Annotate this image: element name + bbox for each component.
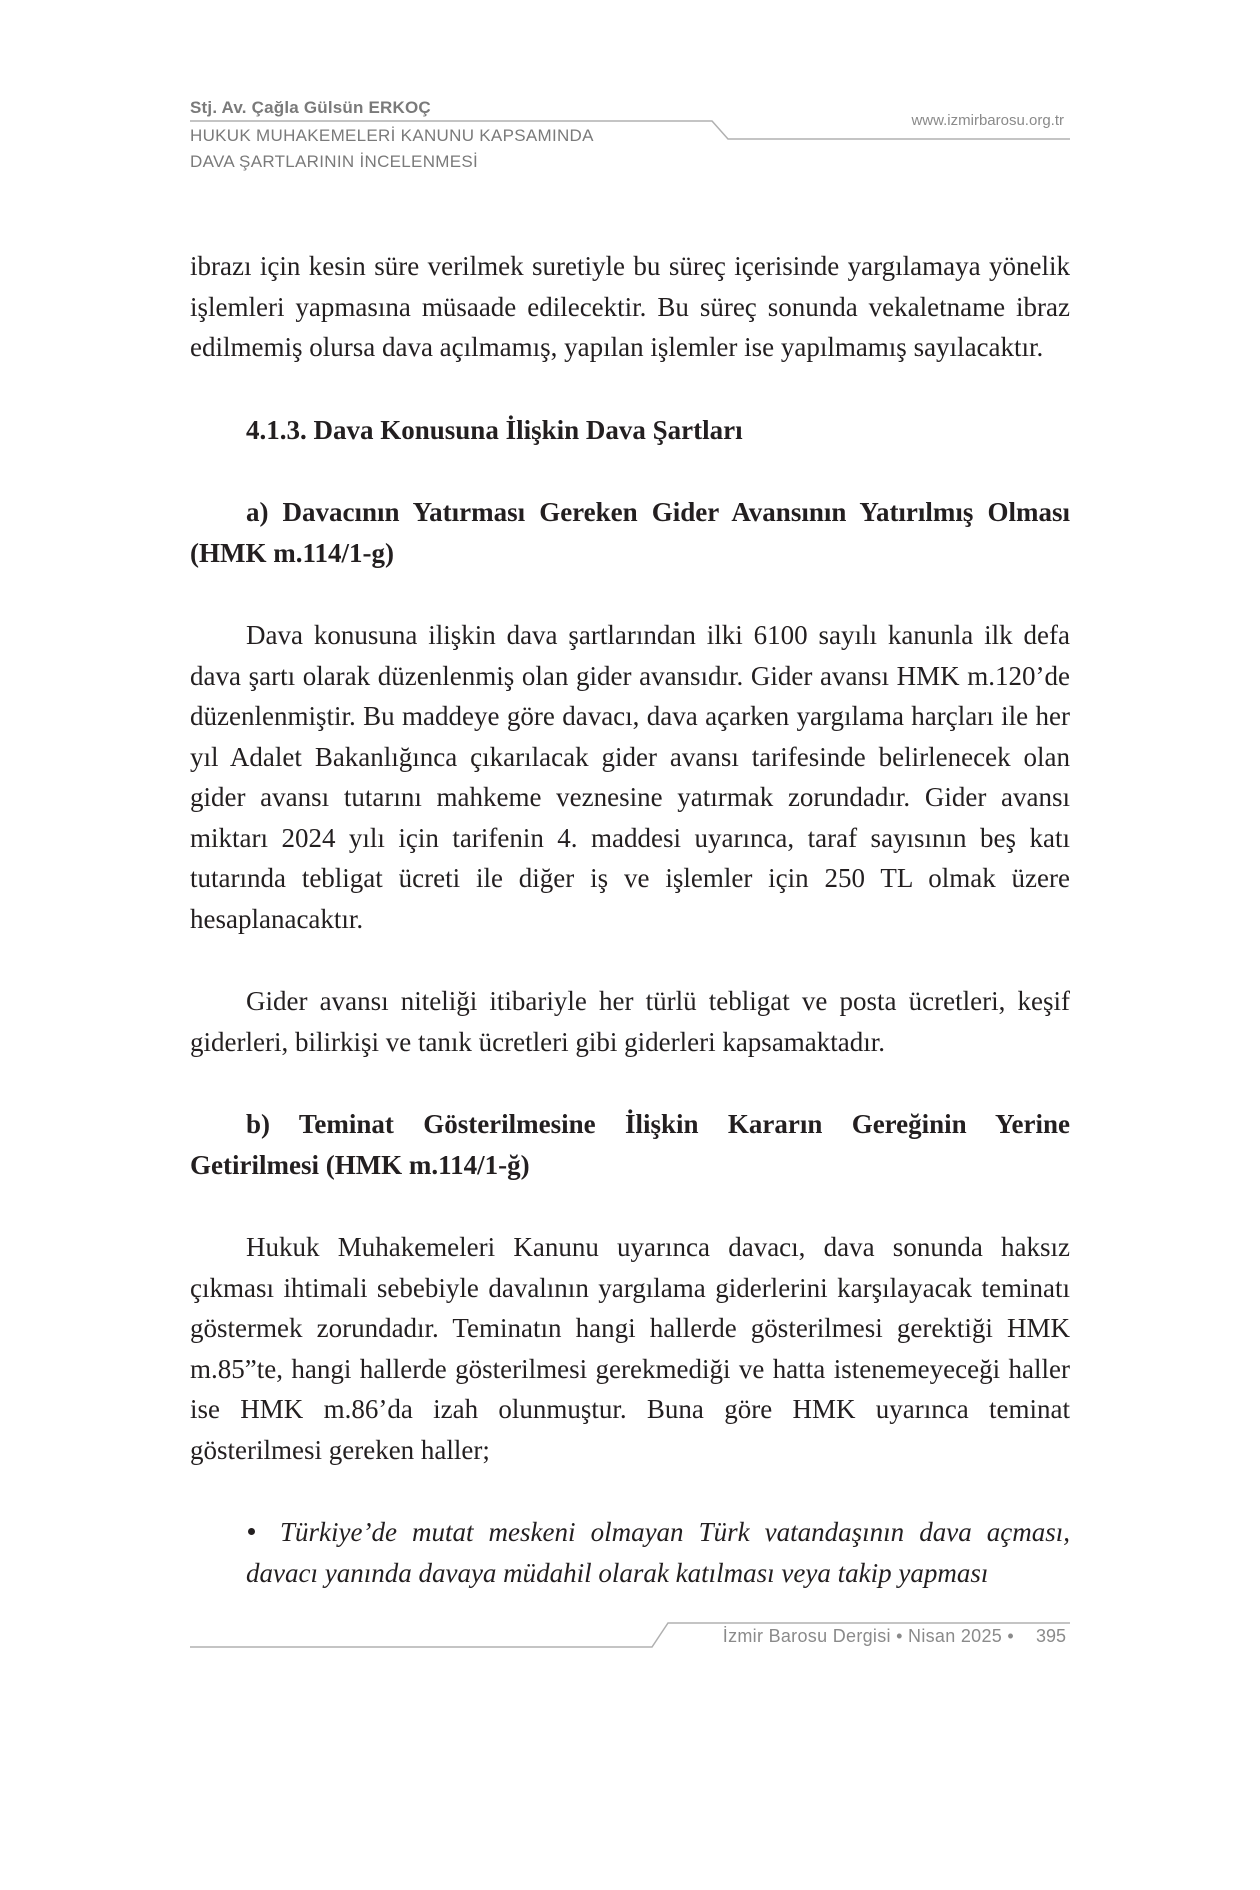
journal-name: İzmir Barosu Dergisi • Nisan 2025 • <box>722 1626 1014 1646</box>
page-body <box>190 246 1070 1593</box>
page-number: 395 <box>1035 1626 1066 1646</box>
list-item-text: Türkiye’de mutat meskeni olmayan Türk vatandaşının dava açması, davacı yanında davaya müdahil olarak katılması veya takip yapması <box>246 1517 1070 1588</box>
section-heading: 4.1.3. Dava Konusuna İlişkin Dava Şartları <box>246 414 743 445</box>
author-name: Stj. Av. Çağla Gülsün ERKOÇ <box>190 98 431 117</box>
page-footer <box>190 1620 1070 1660</box>
subsection-heading-a: a) Davacının Yatırması Gereken Gider Avansının Yatırılmış Olması (HMK m.114/1-g) <box>190 497 1070 568</box>
website-url: www.izmirbarosu.org.tr <box>911 112 1064 129</box>
list-item <box>190 1512 1070 1593</box>
paragraph-4: Hukuk Muhakemeleri Kanunu uyarınca davacı, dava sonunda haksız çıkması ihtimali sebebiyle davalının yargılama giderlerini karşılayacak teminatı göstermek zorundadır. Teminatın hangi hallerde gösterilmesi gerektiği HMK m.85”te, hangi hallerde gösterilmesi gerekmediği ve hatta istenemeyeceği haller ise HMK m.86’da izah olunmuştur. Buna göre HMK uyarınca teminat gösterilmesi gereken haller; <box>190 1232 1070 1465</box>
article-title-line-1: HUKUK MUHAKEMELERİ KANUNU KAPSAMINDA <box>190 126 594 145</box>
paragraph-3: Gider avansı niteliği itibariyle her türlü tebligat ve posta ücretleri, keşif giderleri, bilirkişi ve tanık ücretleri gibi giderleri kapsamaktadır. <box>190 986 1070 1057</box>
page-header <box>190 98 1070 188</box>
paragraph-2: Dava konusuna ilişkin dava şartlarından ilki 6100 sayılı kanunla ilk defa dava şartı olarak düzenlenmiş olan gider avansıdır. Gider avansı HMK m.120’de düzenlenmiştir. Bu maddeye göre davacı, dava açarken yargılama harçları ile her yıl Adalet Bakanlığınca çıkarılacak gider avansı tarifesinde belirlenecek olan gider avansı tutarını mahkeme veznesine yatırmak zorundadır. Gider avansı miktarı 2024 yılı için tarifenin 4. maddesi uyarınca, taraf sayısının beş katı tutarında tebligat ücreti ile diğer iş ve işlemler için 250 TL olmak üzere hesaplanacaktır. <box>190 620 1070 934</box>
article-title-line-2: DAVA ŞARTLARININ İNCELENMESİ <box>190 152 479 171</box>
paragraph-1: ibrazı için kesin süre verilmek suretiyle bu süreç içerisinde yargılamaya yönelik işlemleri yapmasına müsaade edilecektir. Bu süreç sonunda vekaletname ibraz edilmemiş olursa dava açılmamış, yapılan işlemler ise yapılmamış sayılacaktır. <box>190 251 1070 362</box>
bullet-icon <box>248 1528 255 1535</box>
subsection-heading-b: b) Teminat Gösterilmesine İlişkin Kararın Gereğinin Yerine Getirilmesi (HMK m.114/1-ğ) <box>190 1109 1070 1180</box>
